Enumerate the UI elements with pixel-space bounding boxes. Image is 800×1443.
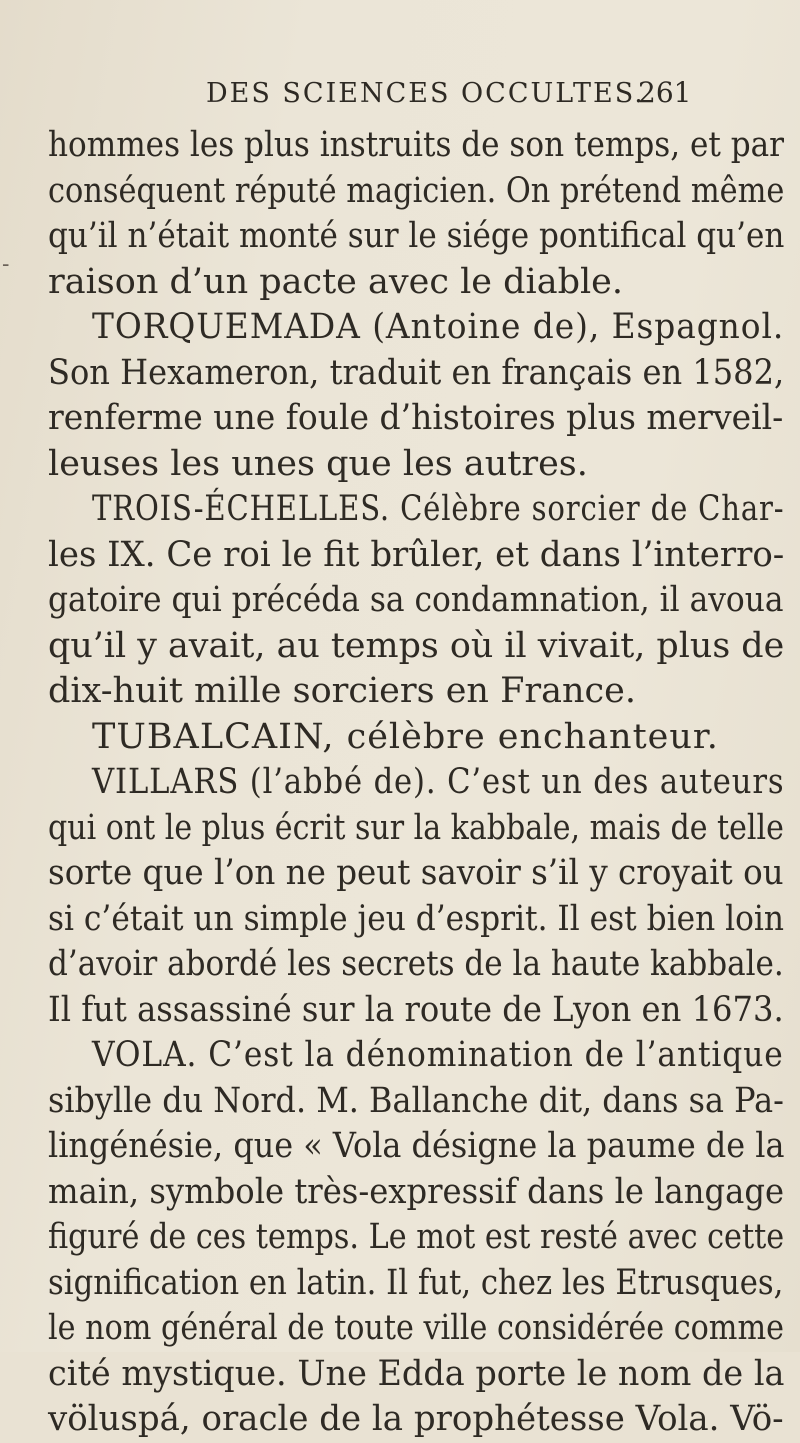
running-head [0,78,800,118]
text-line: raison d’un pacte avec le diable. [48,261,624,302]
text-line: conséquent réputé magicien. On prétend même [48,170,785,211]
entry-torquemada: TORQUEMADA (Antoine de), Espagnol. [92,307,785,347]
entry-villars: VILLARS (l’abbé de). C’est un des auteurs [92,762,785,802]
running-head-title: DES SCIENCES OCCULTES. [206,78,645,109]
body-text [48,123,788,1443]
text-line: d’avoir abordé les secrets de la haute kabbale. [48,944,784,984]
entry-trois-echelles: TROIS-ÉCHELLES. Célèbre sorcier de Char- [92,489,785,529]
entry-vola: VOLA. C’est la dénomination de l’antique [92,1035,784,1075]
text-line: sorte que l’on ne peut savoir s’il y croyait ou [48,853,784,893]
text-line: qu’il y avait, au temps où il vivait, plus de [48,625,785,666]
text-line: si c’était un simple jeu d’esprit. Il est bien loin [48,898,784,939]
text-line: lingénésie, que « Vola désigne la paume de la [48,1126,785,1166]
text-line: hommes les plus instruits de son temps, et par [48,125,784,165]
text-line: qui ont le plus écrit sur la kabbale, mais de telle [48,807,784,848]
text-line: cité mystique. Une Edda porte le nom de la [48,1353,785,1394]
text-line: main, symbole très-expressif dans le langage [48,1171,785,1212]
margin-mark: - [2,252,10,277]
text-line: Son Hexameron, traduit en français en 1582, [48,352,785,393]
text-line: les IX. Ce roi le fit brûler, et dans l’interro- [48,534,785,575]
text-line: qu’il n’était monté sur le siége pontifical qu’en [48,216,785,256]
text-line: sibylle du Nord. M. Ballanche dit, dans sa Pa- [48,1080,784,1121]
text-line: dix-huit mille sorciers en France. [48,671,636,711]
text-line: signification en latin. Il fut, chez les Etrusques, [48,1262,784,1303]
entry-tubalcain: TUBALCAIN, célèbre enchanteur. [92,716,719,757]
text-line: gatoire qui précéda sa condamnation, il avoua [48,580,784,620]
text-line: renferme une foule d’histoires plus merveil- [48,398,784,438]
text-line: le nom général de toute ville considérée comme [48,1308,784,1348]
text-line: Il fut assassiné sur la route de Lyon en 1673. [48,989,784,1030]
text-line: leuses les unes que les autres. [48,443,588,484]
page-number: 261 [638,76,692,109]
text-line: figuré de ces temps. Le mot est resté avec cette [48,1217,785,1257]
text-line: völuspá, oracle de la prophétesse Vola. Vö- [48,1399,784,1439]
